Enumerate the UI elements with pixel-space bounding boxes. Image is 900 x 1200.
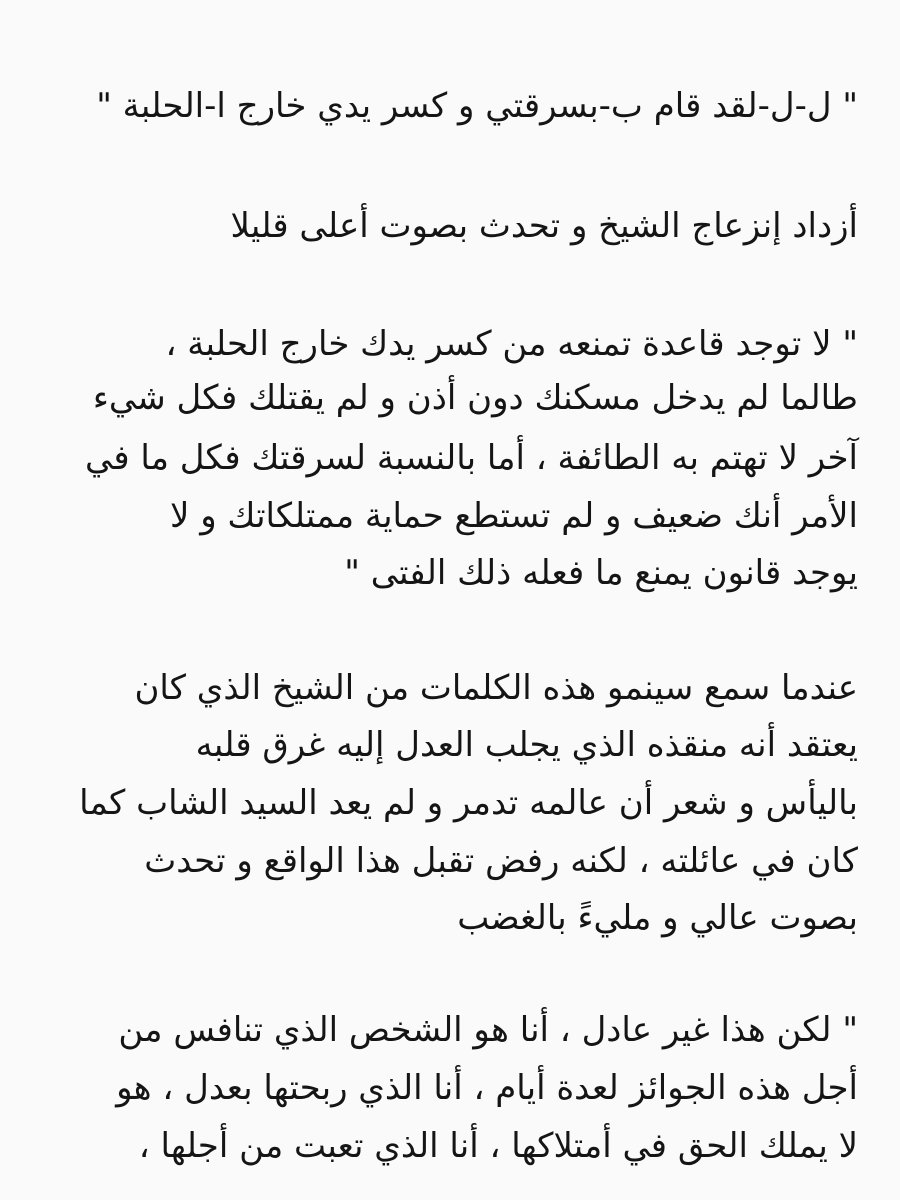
text-line: طالما لم يدخل مسكنك دون أذن و لم يقتلك فكل شيء: [92, 378, 858, 418]
text-line: " ل-ل-لقد قام ب-بسرقتي و كسر يدي خارج ا-الحلبة ": [96, 86, 858, 126]
text-line: يعتقد أنه منقذه الذي يجلب العدل إليه غرق قلبه: [195, 725, 858, 765]
text-line: " لكن هذا غير عادل ، أنا هو الشخص الذي تنافس من: [118, 1010, 858, 1050]
text-line: يوجد قانون يمنع ما فعله ذلك الفتى ": [344, 553, 858, 593]
text-line: الأمر أنك ضعيف و لم تستطع حماية ممتلكاتك و لا: [170, 496, 858, 536]
text-line: كان في عائلته ، لكنه رفض تقبل هذا الواقع و تحدث: [144, 841, 858, 881]
text-line: بصوت عالي و مليءً بالغضب: [457, 898, 858, 938]
text-line: " لا توجد قاعدة تمنعه من كسر يدك خارج الحلبة ،: [165, 324, 858, 364]
text-line: باليأس و شعر أن عالمه تدمر و لم يعد السيد الشاب كما: [79, 783, 858, 823]
text-line: لا يملك الحق في أمتلاكها ، أنا الذي تعبت من أجلها ،: [138, 1126, 858, 1166]
text-line: أزداد إنزعاج الشيخ و تحدث بصوت أعلى قليلا: [230, 206, 858, 246]
text-line: آخر لا تهتم به الطائفة ، أما بالنسبة لسرقتك فكل ما في: [85, 438, 858, 478]
text-line: أجل هذه الجوائز لعدة أيام ، أنا الذي ربحتها بعدل ، هو: [116, 1068, 858, 1108]
text-line: عندما سمع سينمو هذه الكلمات من الشيخ الذي كان: [134, 668, 858, 708]
